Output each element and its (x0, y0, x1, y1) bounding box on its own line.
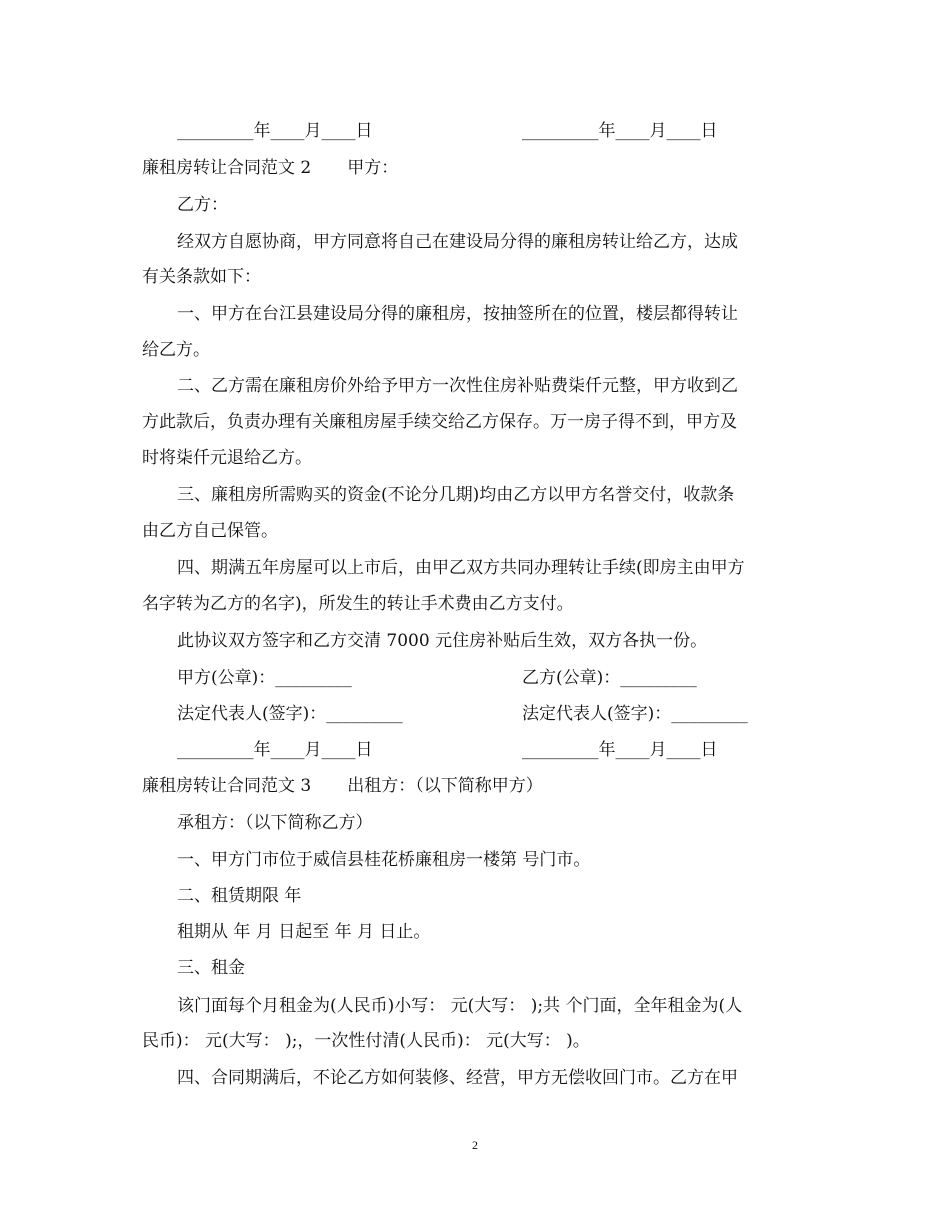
party-a-label: 甲方： (347, 158, 399, 178)
clause4-line-2: 名字转为乙方的名字)，所发生的转让手术费由乙方支付。 (142, 594, 574, 614)
page-number: 2 (472, 1138, 478, 1152)
intro-line-2: 有关条款如下： (142, 267, 261, 287)
date-right: _________年____月____日 (522, 740, 718, 760)
section2-heading-row (142, 158, 812, 178)
party-b-label: 乙方： (177, 195, 228, 215)
clause3-line-1: 三、廉租房所需购买的资金(不论分几期)均由乙方以甲方名誉交付，收款条 (177, 485, 735, 505)
sign-date-row (177, 740, 847, 760)
item2: 二、租赁期限 年 (177, 886, 302, 906)
effective-clause: 此协议双方签字和乙方交清 7000 元住房补贴后生效，双方各执一份。 (177, 631, 708, 651)
section-heading: 廉租房转让合同范文 3 (142, 776, 312, 796)
item1: 一、甲方门市位于威信县桂花桥廉租房一楼第 号门市。 (177, 850, 591, 870)
date-right: _________年____月____日 (522, 121, 718, 141)
party-a-representative: 法定代表人(签字)：_________ (177, 704, 403, 724)
lessor-label: 出租方：（以下简称甲方） (347, 776, 543, 796)
clause1-line-1: 一、甲方在台江县建设局分得的廉租房，按抽签所在的位置，楼层都得转让 (177, 304, 738, 324)
intro-line-1: 经双方自愿协商，甲方同意将自己在建设局分得的廉租房转让给乙方，达成 (177, 232, 738, 252)
representative-row (177, 704, 847, 724)
rent-line-2: 民币)： 元(大写： );，一次性付清(人民币)： 元(大写： )。 (142, 1031, 590, 1051)
section3-heading-row (142, 776, 812, 796)
clause2-line-3: 时将柒仟元退给乙方。 (142, 448, 312, 468)
clause1-line-2: 给乙方。 (142, 340, 210, 360)
item3: 三、租金 (177, 958, 245, 978)
clause2-line-2: 方此款后，负责办理有关廉租房屋手续交给乙方保存。万一房子得不到，甲方及 (142, 412, 737, 432)
clause4-line-1: 四、期满五年房屋可以上市后，由甲乙双方共同办理转让手续(即房主由甲方 (177, 558, 745, 578)
lessee-label: 承租方：（以下简称乙方） (177, 813, 373, 833)
seal-row (177, 668, 847, 688)
section-heading: 廉租房转让合同范文 2 (142, 158, 312, 178)
date-left: _________年____月____日 (177, 740, 373, 760)
party-b-representative: 法定代表人(签字)：_________ (522, 704, 748, 724)
rent-line-1: 该门面每个月租金为(人民币)小写： 元(大写： );共 个门面，全年租金为(人 (177, 996, 743, 1016)
lease-term: 租期从 年 月 日起至 年 月 日止。 (177, 922, 431, 942)
clause2-line-1: 二、乙方需在廉租房价外给予甲方一次性住房补贴费柒仟元整，甲方收到乙 (177, 376, 738, 396)
clause3-line-2: 由乙方自己保管。 (142, 521, 278, 541)
date-left: _________年____月____日 (177, 121, 373, 141)
party-b-seal: 乙方(公章)：_________ (522, 668, 697, 688)
party-a-seal: 甲方(公章)：_________ (177, 668, 352, 688)
item4: 四、合同期满后，不论乙方如何装修、经营，甲方无偿收回门市。乙方在甲 (177, 1068, 738, 1088)
date-row (177, 121, 847, 141)
